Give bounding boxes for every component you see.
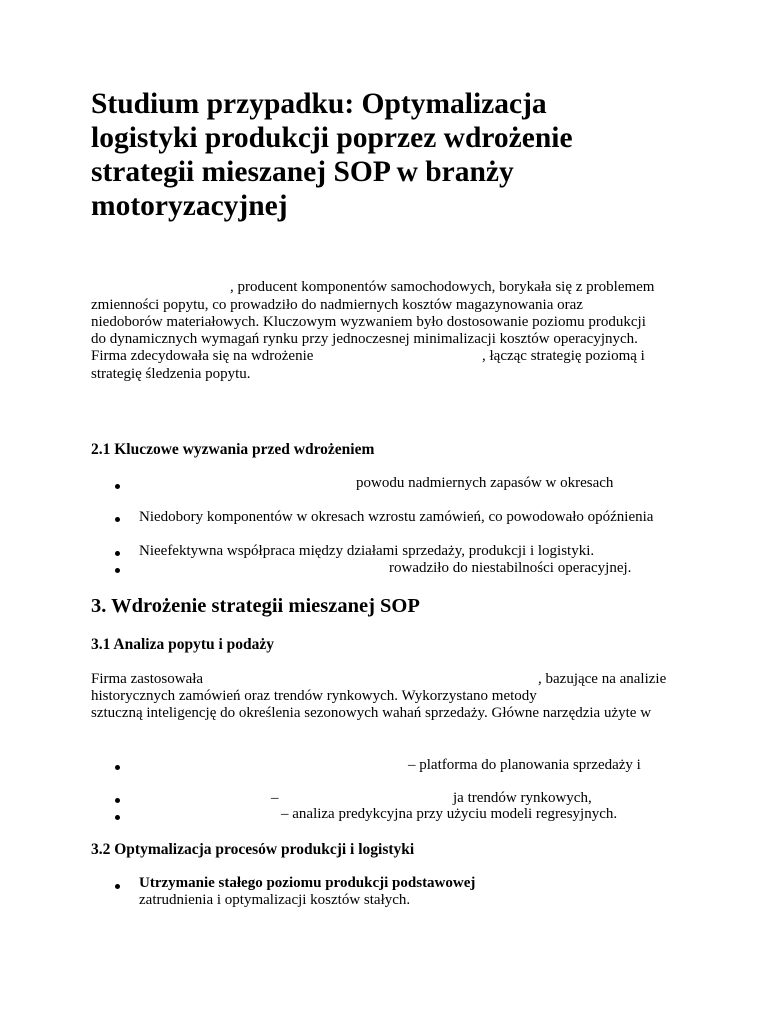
intro-line: zmienności popytu, co prowadziło do nadmiernych kosztów magazynowania oraz: [91, 297, 583, 313]
bullet-icon: [115, 484, 120, 489]
list-item: – analiza predykcyjna przy użyciu modeli regresyjnych.: [281, 806, 618, 822]
list-item: Utrzymanie stałego poziomu produkcji podstawowej: [139, 875, 476, 891]
title-line: strategii mieszanej SOP w branży: [91, 156, 514, 188]
bullet-icon: [115, 568, 120, 573]
title-line: motoryzacyjnej: [91, 190, 288, 222]
list-item: Niedobory komponentów w okresach wzrostu zamówień, co powodowało opóźnienia: [139, 509, 654, 525]
document-title: [91, 87, 711, 223]
paragraph-line: sztuczną inteligencję do określenia sezonowych wahań sprzedaży. Główne narzędzia użyte w: [91, 705, 652, 721]
intro-line: strategię śledzenia popytu.: [91, 366, 251, 382]
list-item: ja trendów rynkowych,: [453, 790, 592, 806]
paragraph-line: Firma zastosowała: [91, 671, 204, 687]
paragraph-line: , bazujące na analizie: [538, 671, 667, 687]
section-heading: 3. Wdrożenie strategii mieszanej SOP: [91, 595, 420, 617]
list-item: zatrudnienia i optymalizacji kosztów stałych.: [139, 892, 411, 908]
intro-line: Firma zdecydowała się na wdrożenie: [91, 348, 314, 364]
section-heading: 2.1 Kluczowe wyzwania przed wdrożeniem: [91, 441, 375, 458]
list-item: rowadziło do niestabilności operacyjnej.: [389, 560, 632, 576]
section-heading: 3.1 Analiza popytu i podaży: [91, 636, 275, 653]
title-line: Studium przypadku: Optymalizacja: [91, 88, 547, 120]
bullet-icon: [115, 517, 120, 522]
list-item: –: [271, 790, 279, 806]
title-line: logistyki produkcji poprzez wdrożenie: [91, 122, 573, 154]
intro-line: niedoborów materiałowych. Kluczowym wyzwaniem było dostosowanie poziomu produkcji: [91, 314, 646, 330]
list-item: Nieefektywna współpraca między działami sprzedaży, produkcji i logistyki.: [139, 543, 595, 559]
bullet-icon: [115, 551, 120, 556]
bullet-icon: [115, 884, 120, 889]
intro-line: , łącząc strategię poziomą i: [482, 348, 645, 364]
list-item: powodu nadmiernych zapasów w okresach: [356, 475, 614, 491]
bullet-icon: [115, 798, 120, 803]
intro-line: do dynamicznych wymagań rynku przy jednoczesnej minimalizacji kosztów operacyjnych.: [91, 331, 638, 347]
paragraph-line: historycznych zamówień oraz trendów rynkowych. Wykorzystano metody: [91, 688, 537, 704]
section-heading: 3.2 Optymalizacja procesów produkcji i logistyki: [91, 841, 415, 858]
list-item: – platforma do planowania sprzedaży i: [408, 757, 641, 773]
intro-line: , producent komponentów samochodowych, borykała się z problemem: [230, 279, 655, 295]
bullet-icon: [115, 765, 120, 770]
bullet-icon: [115, 815, 120, 820]
